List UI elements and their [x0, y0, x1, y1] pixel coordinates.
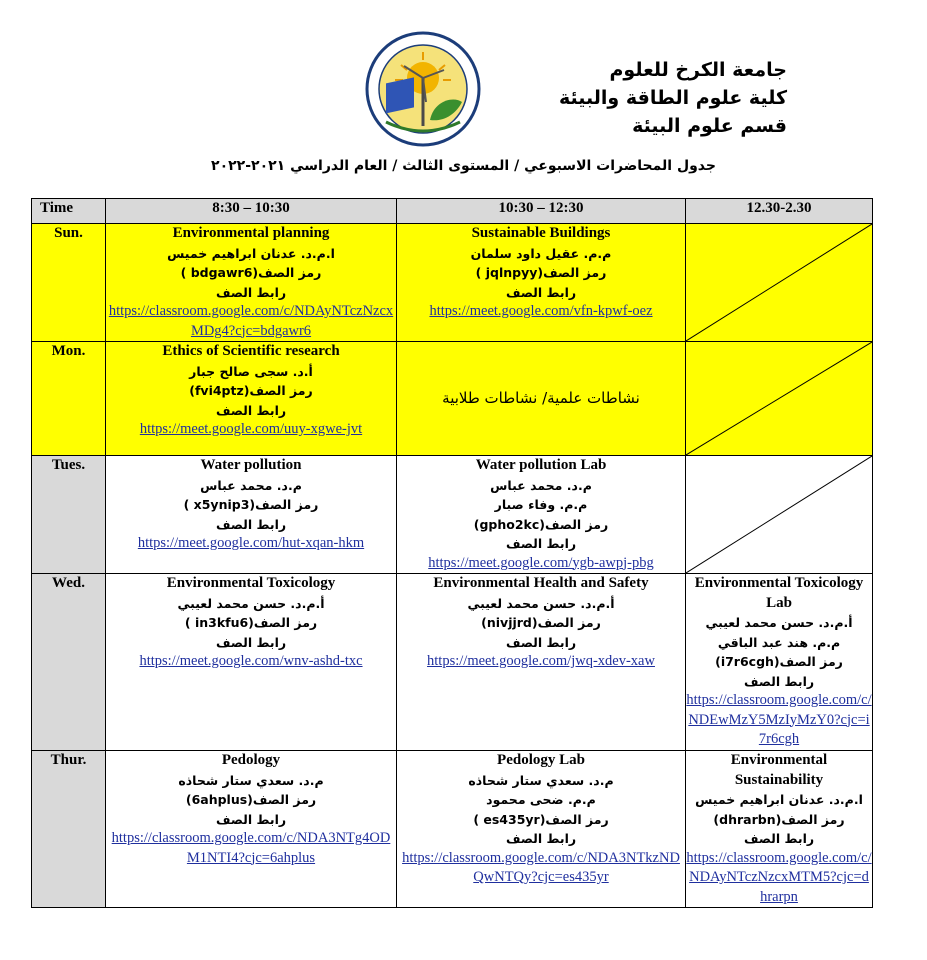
college-logo [364, 30, 482, 148]
class-code: رمز الصف(x5ynip3 ) [183, 497, 319, 512]
institution-header [559, 56, 787, 140]
class-code: رمز الصف(bdgawr6 ) [180, 265, 322, 280]
class-code: رمز الصف(nivjjrd) [481, 615, 601, 630]
table-row [32, 751, 873, 908]
class-code: رمز الصف(es435yr ) [473, 811, 609, 827]
class-code: رمز الصف(jqlnpyy ) [475, 265, 607, 280]
course-cell [106, 224, 397, 342]
diagonal-line [686, 342, 872, 455]
empty-slot [686, 342, 873, 456]
class-link[interactable]: https://meet.google.com/hut-xqan-hkm [137, 535, 365, 551]
class-link[interactable]: https://meet.google.com/wnv-ashd-txc [139, 653, 363, 669]
course-title: Environmental Toxicology [166, 575, 336, 591]
course-title: Environmental Toxicology Lab [694, 575, 864, 611]
course-cell [686, 574, 873, 751]
teacher-name: أ.د. سجى صالح جبار [189, 363, 313, 379]
link-label: رابط الصف [505, 831, 577, 846]
link-label: رابط الصف [505, 284, 577, 300]
course-cell [397, 751, 686, 908]
class-link[interactable]: https://classroom.google.com/c/NDAyNTczNzcxMTM5?cjc=dhrarpn [686, 849, 872, 905]
header-slot-2: 10:30 – 12:30 [397, 199, 686, 224]
link-label: رابط الصف [505, 536, 577, 551]
class-code: رمز الصف(gpho2kc) [473, 516, 609, 532]
course-title: Environmental planning [172, 225, 330, 241]
teacher-name: م.د. سعدي ستار شحاذه [178, 772, 324, 788]
teacher-name: ا.م.د. عدنان ابراهيم خميس [695, 792, 863, 807]
empty-slot [686, 224, 873, 342]
course-cell [397, 224, 686, 342]
class-code: رمز الصف(in3kfu6 ) [184, 615, 318, 630]
link-label: رابط الصف [215, 284, 287, 300]
course-cell [106, 574, 397, 751]
teacher-name: أ.م.د. حسن محمد لعيبي [467, 595, 615, 611]
link-label: رابط الصف [505, 634, 577, 650]
course-cell [106, 456, 397, 574]
header-time: Time [32, 199, 106, 224]
day-label: Sun. [32, 224, 106, 342]
class-code: رمز الصف(dhrarbn) [713, 811, 845, 827]
teacher-name: م.د. محمد عباس [490, 477, 592, 493]
class-link[interactable]: https://meet.google.com/uuy-xgwe-jvt [139, 421, 363, 437]
day-label: Wed. [32, 574, 106, 751]
university-name: جامعة الكرخ للعلوم [609, 59, 787, 81]
header-slot-1: 8:30 – 10:30 [106, 199, 397, 224]
course-title: Sustainable Buildings [471, 225, 611, 241]
teacher-name: ا.م.د. عدنان ابراهيم خميس [167, 245, 335, 261]
class-link[interactable]: https://classroom.google.com/c/NDAyNTczNzcxMDg4?cjc=bdgawr6 [108, 303, 394, 339]
teacher-name: م.م. ضحى محمود [486, 792, 596, 807]
class-code: رمز الصف(fvi4ptz) [189, 383, 313, 398]
course-title: Environmental Sustainability [730, 752, 828, 788]
day-label: Tues. [32, 456, 106, 574]
table-header-row [32, 199, 873, 224]
college-name: كلية علوم الطاقة والبيئة [559, 87, 787, 109]
teacher-name: م.م. عقيل داود سلمان [470, 245, 612, 261]
course-cell [106, 342, 397, 456]
department-name: قسم علوم البيئة [632, 115, 787, 137]
course-title: Pedology [221, 752, 281, 768]
empty-slot [686, 456, 873, 574]
course-cell [106, 751, 397, 908]
link-label: رابط الصف [215, 402, 287, 418]
diagonal-line [686, 456, 872, 573]
schedule-table [31, 198, 873, 908]
teacher-name: م.د. سعدي ستار شحاذه [468, 772, 614, 788]
link-label: رابط الصف [215, 516, 287, 532]
course-cell [397, 574, 686, 751]
class-link[interactable]: https://classroom.google.com/c/NDA3NTkzNDQwNTQy?cjc=es435yr [402, 849, 680, 885]
class-code: رمز الصف(6ahplus) [185, 792, 317, 807]
header-slot-3: 12.30-2.30 [686, 199, 873, 224]
course-title: Pedology Lab [497, 752, 585, 768]
class-link[interactable]: https://meet.google.com/jwq-xdev-xaw [427, 653, 655, 669]
activity-cell: نشاطات علمية/ نشاطات طلابية [397, 342, 686, 456]
course-title: Water pollution [200, 457, 302, 473]
class-link[interactable]: https://classroom.google.com/c/NDEwMzY5MzIyMzY0?cjc=i7r6cgh [686, 692, 872, 747]
course-title: Ethics of Scientific research [162, 343, 340, 359]
course-title: Environmental Health and Safety [433, 575, 649, 591]
table-row [32, 574, 873, 751]
table-row [32, 456, 873, 574]
schedule-subtitle: جدول المحاضرات الاسبوعي / المستوى الثالث / العام الدراسي ٢٠٢١-٢٠٢٢ [211, 158, 716, 174]
course-title: Water pollution Lab [475, 457, 607, 473]
day-label: Mon. [32, 342, 106, 456]
class-link[interactable]: https://meet.google.com/ygb-awpj-pbg [428, 554, 654, 571]
course-cell [686, 751, 873, 908]
class-link[interactable]: https://classroom.google.com/c/NDA3NTg4ODM1NTI4?cjc=6ahplus [111, 830, 391, 866]
link-label: رابط الصف [743, 673, 815, 689]
class-link[interactable]: https://meet.google.com/vfn-kpwf-oez [429, 303, 653, 319]
teacher-name: م.د. محمد عباس [200, 477, 302, 493]
table-row [32, 342, 873, 456]
class-code: رمز الصف(i7r6cgh) [715, 654, 843, 669]
teacher-name: أ.م.د. حسن محمد لعيبي [705, 615, 853, 630]
link-label: رابط الصف [215, 811, 287, 827]
diagonal-line [686, 224, 872, 341]
teacher-name: م.م. هند عبد الباقي [717, 634, 841, 650]
link-label: رابط الصف [743, 831, 815, 846]
teacher-name: م.م. وفاء صبار [494, 497, 588, 512]
course-cell [397, 456, 686, 574]
day-label: Thur. [32, 751, 106, 908]
link-label: رابط الصف [215, 634, 287, 650]
teacher-name: أ.م.د. حسن محمد لعيبي [177, 595, 325, 611]
table-row [32, 224, 873, 342]
